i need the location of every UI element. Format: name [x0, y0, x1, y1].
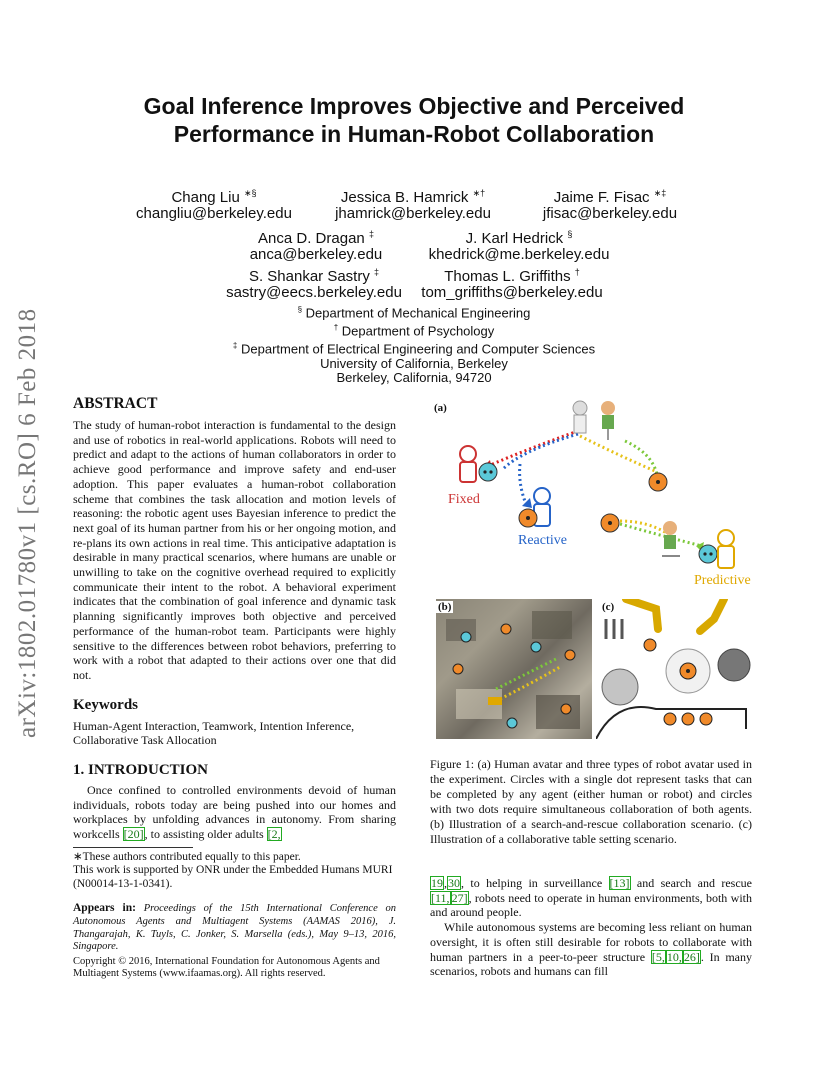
- intro-paragraph: [73, 783, 396, 842]
- author-block: [322, 185, 504, 222]
- citation-link[interactable]: [2,: [267, 827, 281, 842]
- citation-link[interactable]: [5,: [651, 949, 665, 964]
- human-scooter-icon: [662, 521, 680, 556]
- appears-label: Appears in:: [73, 902, 136, 915]
- affil-mark: †: [333, 322, 339, 332]
- intro-text: , to assisting older adults: [144, 827, 267, 842]
- author-block: [404, 264, 620, 301]
- author-email[interactable]: jhamrick@berkeley.edu: [335, 205, 491, 222]
- affil-mark: ‡: [232, 340, 238, 350]
- author-block: [218, 264, 410, 301]
- path-reactive: [520, 464, 526, 504]
- author-name: Anca D. Dragan: [258, 230, 365, 247]
- figure-1: [430, 396, 756, 746]
- citation-link[interactable]: 26]: [683, 949, 700, 964]
- affil-eecs: Department of Electrical Engineering and Computer Sciences: [241, 341, 596, 357]
- author-block: [236, 226, 396, 263]
- human-head-icon: [602, 669, 638, 705]
- robot-head-icon: [718, 649, 750, 681]
- author-name: Jaime F. Fisac: [553, 189, 650, 206]
- paper-title: [60, 92, 768, 148]
- arxiv-identifier: arXiv:1802.01780v1 [cs.RO] 6 Feb 2018: [14, 308, 41, 738]
- label-reactive: Reactive: [518, 533, 567, 548]
- author-mark: ∗‡: [653, 188, 667, 198]
- author-mark: ∗†: [472, 188, 486, 198]
- author-mark: ‡: [368, 229, 374, 239]
- figure-panel-c: [596, 599, 754, 739]
- right-text: and search and rescue: [630, 876, 752, 890]
- affiliations: [150, 303, 678, 386]
- citation-link[interactable]: [13]: [609, 876, 630, 890]
- author-name: Chang Liu: [171, 189, 240, 206]
- abstract-text: The study of human-robot interaction is fundamental to the design and use of robotics in real-world applications. Robots will need to predict and adapt to the actions of human collaborators in order to achieve good performance and improve safety and end-user adoption. This paper evaluates a human-robot collaboration scheme that combines the task allocation and motion levels of reasoning: the robotic agent uses Bayesian inference to predict the next goal of its human partner from his or her ongoing motion, and re-plans its own actions in real time. This anticipative adaptation is desirable in many practical scenarios, where humans are unable or unwilling to take on the cognitive overhead required to explicitly communicate their intent to the robot. A behavioral experiment indicates that the combination of goal inference and dynamic task planning significantly improves both objective and perceived performance of the human-robot team. Participants were highly sensitive to the differences between robot behaviors, preferring to work with a robot that adapted to their actions over one that did not.: [73, 418, 396, 682]
- right-text: , to helping in surveillance: [461, 876, 609, 890]
- right-text: While autonomous systems are becoming less reliant on human oversight, it is often still desirable for robots to collaborate with human partners in a peer-to-peer structure: [430, 920, 752, 964]
- author-name: J. Karl Hedrick: [465, 230, 564, 247]
- author-name: S. Shankar Sastry: [248, 268, 370, 285]
- appears-in: [73, 902, 396, 953]
- panel-label-b: (b): [438, 601, 452, 613]
- footnote-support: This work is supported by ONR under the Embedded Humans MURI (N00014-13-1-0341).: [73, 864, 393, 890]
- author-block: [414, 226, 624, 263]
- citation-link[interactable]: 27]: [451, 890, 468, 905]
- left-column: [73, 395, 396, 981]
- title-line-2: Performance in Human-Robot Collaboration: [173, 121, 655, 147]
- fixed-robot-icon: [460, 446, 497, 482]
- affil-psych: Department of Psychology: [341, 323, 495, 339]
- right-paragraph-1: 19,30, to helping in surveillance [13] and search and rescue [11, 27], robots need to operate in human environments, both with and around people.: [430, 876, 752, 920]
- intro-text: Once confined to controlled environments devoid of human individuals, robots today are being pushed into our homes and workplaces by unfolding advances in autonomy. From sharing workcells: [73, 783, 396, 842]
- figure-panel-b: [436, 599, 592, 739]
- label-predictive: Predictive: [694, 573, 751, 588]
- author-email[interactable]: jfisac@berkeley.edu: [542, 205, 678, 222]
- citation-link[interactable]: 19: [431, 876, 443, 890]
- intro-heading: 1. INTRODUCTION: [73, 762, 209, 779]
- author-mark: †: [574, 267, 580, 277]
- right-column-text: [430, 876, 752, 979]
- path-predictive: [580, 436, 655, 471]
- keywords-heading: Keywords: [73, 696, 138, 713]
- author-email[interactable]: sastry@eecs.berkeley.edu: [226, 284, 402, 301]
- author-block: [528, 185, 692, 222]
- affil-univ: University of California, Berkeley: [320, 355, 508, 371]
- abstract-heading: ABSTRACT: [73, 395, 158, 412]
- citation-link[interactable]: [20]: [123, 827, 144, 842]
- copyright: Copyright © 2016, International Foundation for Autonomous Agents and Multiagent Systems (www.ifaamas.org). All rights reserved.: [73, 955, 380, 980]
- author-mark: ∗§: [244, 188, 257, 198]
- author-email[interactable]: changliu@berkeley.edu: [136, 205, 292, 222]
- figure-caption: Figure 1: (a) Human avatar and three types of robot avatar used in the experiment. Circles with a single dot represent tasks that can be completed by any agent (either human or robot) and circles with two dots require simultaneous collaboration of both agents. (b) Illustration of a search-and-rescue collaboration scenario. (c) Illustration of a collaborative table setting scenario.: [430, 757, 752, 846]
- appears-text: Proceedings of the 15th International Conference on Autonomous Agents and Multiagent Systems (AAMAS 2016), J. Thangarajah, K. Tuyls, C. Jonker, S. Marsella (eds.), May 9–13, 2016, Singapore.: [73, 903, 396, 953]
- path-fixed: [488, 431, 578, 466]
- author-mark: §: [567, 229, 573, 239]
- panel-label-c: (c): [602, 601, 615, 613]
- label-fixed: Fixed: [448, 492, 480, 507]
- predictive-robot-icon: [699, 530, 734, 568]
- title-line-1: Goal Inference Improves Objective and Perceived: [143, 93, 685, 119]
- affil-mech: Department of Mechanical Engineering: [305, 305, 531, 321]
- citation-link[interactable]: [11,: [431, 890, 450, 905]
- author-email[interactable]: anca@berkeley.edu: [249, 246, 383, 263]
- author-block: [128, 185, 300, 222]
- footnote-star: ∗These authors contributed equally to this paper.: [73, 850, 301, 863]
- right-paragraph-2: [430, 920, 752, 979]
- author-name: Jessica B. Hamrick: [340, 189, 469, 206]
- author-email[interactable]: tom_griffiths@berkeley.edu: [421, 284, 603, 301]
- right-text: . In many scenarios, robots and humans can fill: [430, 949, 752, 979]
- affil-city: Berkeley, California, 94720: [336, 370, 492, 386]
- citation-link[interactable]: 10,: [666, 949, 682, 964]
- panel-label-a: (a): [434, 402, 447, 414]
- citation-link[interactable]: 30: [448, 876, 460, 890]
- right-text: , robots need to operate in human environments, both with and around people.: [430, 890, 752, 920]
- human-avatar-icon: [573, 401, 615, 440]
- footnote-rule: [73, 847, 193, 848]
- author-email[interactable]: khedrick@me.berkeley.edu: [428, 246, 610, 263]
- author-mark: ‡: [374, 267, 380, 277]
- task-circle-icon: [601, 473, 667, 532]
- author-name: Thomas L. Griffiths: [444, 268, 571, 285]
- vehicle-icon: [488, 697, 502, 705]
- affil-mark: §: [297, 305, 303, 314]
- keywords-text: Human-Agent Interaction, Teamwork, Intention Inference, Collaborative Task Allocation: [73, 718, 355, 748]
